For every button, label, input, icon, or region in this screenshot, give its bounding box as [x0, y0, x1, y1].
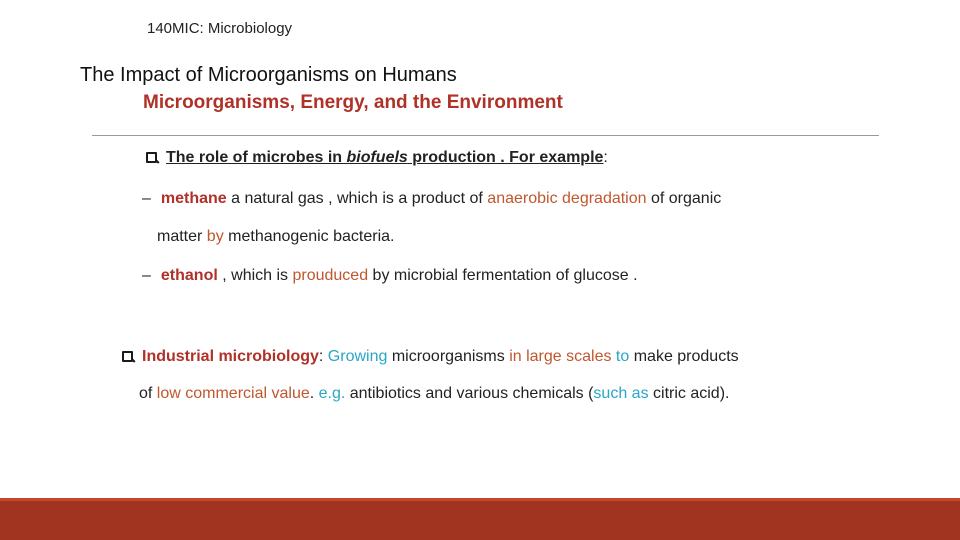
bullet-industrial-microbiology [122, 348, 739, 366]
bullet-industrial-continued [139, 385, 729, 403]
bullet-heading-biofuels [146, 149, 608, 167]
list-item-methane [142, 190, 721, 208]
item-text: matter [157, 228, 207, 245]
course-label: 140MIC: Microbiology [147, 20, 293, 37]
highlight-text: to [615, 348, 630, 365]
item-text: : [318, 348, 328, 365]
item-text: by microbial fermentation of glucose . [368, 267, 638, 284]
term-methane: methane [160, 190, 227, 207]
highlight-text: in large scales [509, 348, 612, 365]
checkbox-bullet-icon [122, 351, 133, 362]
list-item-methane-continued [157, 228, 394, 246]
highlight-text: by [206, 228, 224, 245]
item-text: antibiotics and various chemicals ( [345, 385, 594, 402]
item-text: make products [629, 348, 739, 365]
item-text: , which is [217, 267, 293, 284]
item-text: a natural gas , which is a product of [226, 190, 488, 207]
highlight-text: Growing [327, 348, 388, 365]
slide-subtitle: Microorganisms, Energy, and the Environment [143, 92, 563, 113]
heading-text-1: The role of microbes in [166, 149, 347, 166]
dash-marker: – [142, 190, 151, 207]
item-text: of [139, 385, 157, 402]
highlight-text: e.g. [318, 385, 346, 402]
highlight-text: such as [593, 385, 649, 402]
term-industrial-microbiology: Industrial microbiology [142, 348, 319, 365]
item-text: . [309, 385, 319, 402]
footer-band [0, 498, 960, 540]
highlight-text: low commercial value [156, 385, 310, 402]
item-text: of organic [646, 190, 722, 207]
slide-title: The Impact of Microorganisms on Humans [80, 64, 457, 86]
heading-text-2: production . For example [407, 149, 604, 166]
divider-line [92, 135, 879, 136]
heading-colon: : [603, 149, 608, 166]
list-item-ethanol [142, 267, 638, 285]
highlight-text: anaerobic degradation [487, 190, 647, 207]
item-text: methanogenic bacteria. [223, 228, 395, 245]
checkbox-bullet-icon [146, 152, 157, 163]
item-text: microorganisms [387, 348, 510, 365]
highlight-text: prouduced [292, 267, 369, 284]
item-text: citric acid). [648, 385, 730, 402]
term-ethanol: ethanol [160, 267, 218, 284]
dash-marker: – [142, 267, 151, 284]
heading-italic: biofuels [346, 149, 408, 166]
